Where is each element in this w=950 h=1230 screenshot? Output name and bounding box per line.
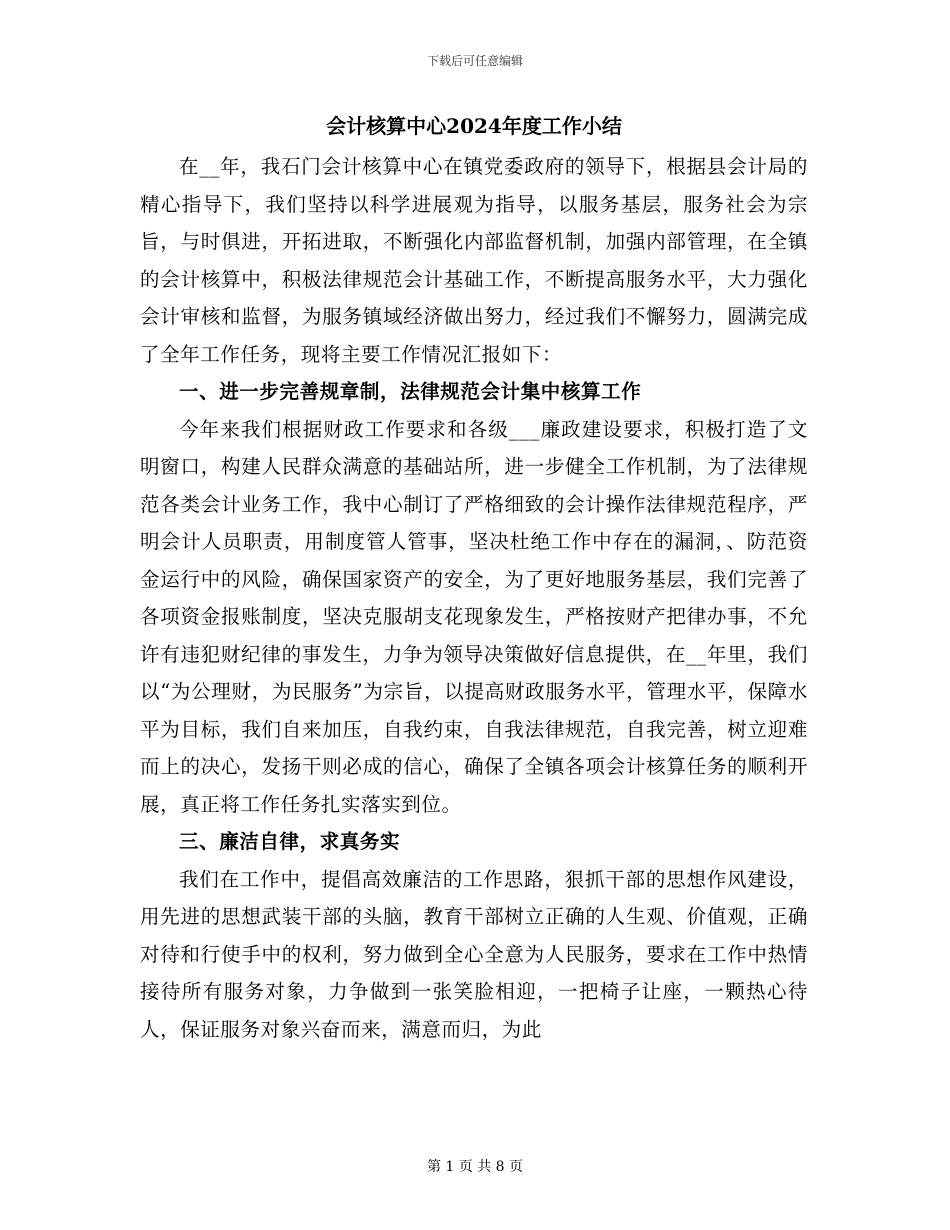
paragraph-section-3: 我们在工作中，提倡高效廉洁的工作思路，狠抓干部的思想作风建设，用先进的思想武装干部的头脑，教育干部树立正确的人生观、价值观，正确对待和行使手中的权利，努力做到全心全意为人民服务，要求在工作中热情接待所有服务对象，力争做到一张笑脸相迎，一把椅子让座，一颗热心待人，保证服务对象兴奋而来，满意而归，为此	[140, 867, 808, 1041]
header-note: 下载后可任意编辑	[426, 54, 523, 68]
paragraph-intro: 在__年，我石门会计核算中心在镇党委政府的领导下，根据县会计局的精心指导下，我们坚持以科学进展观为指导，以服务基层，服务社会为宗旨，与时俱进，开拓进取，不断强化内部监督机制，加强内部管理，在全镇的会计核算中，积极法律规范会计基础工作，不断提高服务水平，大力强化会计审核和监督，为服务镇域经济做出努力，经过我们不懈努力，圆满完成了全年工作任务，现将主要工作情况汇报如下：	[140, 155, 808, 366]
page-number-footer: 第 1 页 共 8 页	[426, 1159, 524, 1175]
paragraph-section-1: 今年来我们根据财政工作要求和各级___廉政建设要求，积极打造了文明窗口，构建人民群众满意的基础站所，进一步健全工作机制，为了法律规范各类会计业务工作，我中心制订了严格细致的会计操作法律规范程序，严明会计人员职责，用制度管人管事，坚决杜绝工作中存在的漏洞，、防范资金运行中的风险，确保国家资产的安全，为了更好地服务基层，我们完善了各项资金报账制度，坚决克服胡支花现象发生，严格按财产把律办事，不允许有违犯财纪律的事发生，力争为领导决策做好信息提供，在__年里，我们以“为公理财，为民服务”为宗旨，以提高财政服务水平，管理水平，保障水平为目标，我们自来加压，自我约束，自我法律规范，自我完善，树立迎难而上的决心，发扬干则必成的信心，确保了全镇各项会计核算任务的顺利开展，真正将工作任务扎实落实到位。	[140, 417, 808, 816]
section-heading-3: 三、廉洁自律，求真务实	[179, 830, 401, 853]
document-title: 会计核算中心2024年度工作小结	[326, 114, 622, 138]
document-body	[140, 104, 808, 1048]
section-heading-1: 一、进一步完善规章制，法律规范会计集中核算工作	[179, 380, 642, 403]
